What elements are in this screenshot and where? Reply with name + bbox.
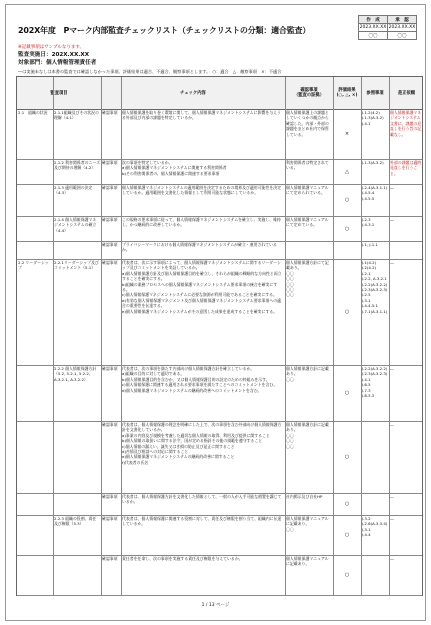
cell-evidence: 個人情報保護マニュアルにて定められている。 <box>286 185 329 196</box>
column-header: 評価結果 (○, △, ×) <box>336 88 358 98</box>
audit-department: 対象部門：個人情報管理責任者 <box>18 60 97 66</box>
evaluation-result: ○ <box>344 532 350 538</box>
cell-fix: ― <box>390 556 394 561</box>
cell-type: 確認事項 <box>102 242 118 247</box>
audit-date: 監査実施日：202X.XX.XX <box>18 52 90 58</box>
cell-evidence: 利害関係者は特定されている。 <box>286 160 329 171</box>
cell-ref: J.2.2(A.3.2.2) J.2.3(A.3.2.3) J.4.1 J.6.5 J.7.3 J.8.5.3 <box>362 366 388 399</box>
stamp-label-create: 作 成 <box>359 16 388 24</box>
cell-sub: 2.1.2 利害関係者のニーズ及び期待の理解（4.2） <box>54 160 100 171</box>
cell-sub <box>54 556 100 594</box>
cell-ref <box>362 556 389 594</box>
cell-sub: 2.2.2 個人情報保護方針（5.2, 5.2.1, 5.2.2, A.3.2.1, A.3.2.2） <box>54 366 97 382</box>
cell-content: 個人情報保護マネジメントシステムの適用範囲を決定するための境界及び適用可能性を決定しているか。適用範囲を文書化した情報として利用可能な状態にしているか。 <box>122 185 282 196</box>
stamp-date-create: 2023.XX.XX <box>359 25 387 30</box>
evaluation-result: △ <box>345 168 349 175</box>
evaluation-result: ○ <box>344 501 350 507</box>
cell-type: 確認事項 <box>102 556 118 561</box>
cell-content: 代表者は、次に示す事項によって、個人情報保護マネジメントシステムに関するリーダーシップ及びコミットメントを実証しているか。 a)個人情報保護方針及び個人情報保護目的を確立し、それらが組織の戦略的な方向性と両立することを確実にする。 b)組織の業務プロセスへの個人情報保護マネジメントシステム要求事項の統合を確実にする。 c)個人情報保護マネジメントシステムに必要な資源が利用可能であることを確実にする。 d)有効な個人情報保護マネジメント及び個人情報保護マネジメントシステム要求事項への適合の重要性を伝達する。 e)個人情報保護マネジメントシステムがその意図した成果を達成することを確実にする。 <box>122 260 282 314</box>
cell-type: 確認事項 <box>102 422 118 427</box>
cell-fix <box>390 242 423 258</box>
cell-sub: 2.2.3 組織の役割、責任及び権限（5.3） <box>54 516 97 527</box>
cell-item <box>18 366 52 420</box>
cell-sub: 2.1.3 適用範囲の決定（4.3） <box>54 185 93 196</box>
stamp-label-approve: 承 認 <box>388 16 417 24</box>
cell-content: 次の事項を特定しているか。 a)個人情報保護マネジメントシステムに関連する利害関係者 b)その利害関係者の、個人情報保護に関連する要求事項 <box>122 160 227 176</box>
cell-fix: 個人情報保護マネジメントシステム文書に、課題の見直しを行う旨の記載なし。 <box>390 110 422 137</box>
evaluation-result: × <box>344 131 350 137</box>
cell-fix: ― <box>390 217 394 222</box>
cell-type: 確認事項 <box>102 260 118 265</box>
cell-fix: 外部の課題は適時見直しを行うこと。 <box>390 160 422 176</box>
approval-stamp-box <box>358 15 417 40</box>
column-header: チェック内容 <box>180 90 206 96</box>
page-number: 1 / 13 ページ <box>201 603 230 608</box>
cell-item <box>18 217 52 240</box>
cell-item: 2.1 組織の状況 <box>18 110 48 115</box>
cell-type: 確認事項 <box>102 366 118 371</box>
cell-content: 個人情報保護を取り巻く環境に関して、個人情報保護マネジメントシステムに影響を与えうる外部及び内部の課題を特定しているか。 <box>122 110 281 121</box>
cell-ref <box>362 422 389 492</box>
cell-item <box>18 494 52 514</box>
stamp-name-approve: 〇〇 <box>388 32 417 40</box>
cell-evidence: 社内掲示及び自社HP <box>286 494 323 499</box>
cell-content: 代表者は、個人情報保護に関連する役割に対して、責任及び権限を割り当て、組織内に伝達しているか。 <box>122 516 282 527</box>
cell-type: 確認事項 <box>102 494 118 499</box>
cell-ref: J.2.3 J.4.3.1 <box>362 217 375 228</box>
cell-ref: J.1, J.1.1 <box>362 242 378 247</box>
column-header: 確認事項 （監査の証拠） <box>293 88 325 98</box>
evaluation-result: ○ <box>344 572 350 578</box>
cell-ref: J.1.3(A.3.2) <box>362 160 384 165</box>
cell-item <box>18 160 52 183</box>
cell-sub <box>54 422 100 492</box>
cell-fix: ― <box>390 516 394 521</box>
evaluation-result: ○ <box>344 225 350 232</box>
cell-item: 2.2 リーダーシップ <box>18 260 49 271</box>
cell-item <box>18 422 52 492</box>
column-header: 監査項目 <box>50 90 68 96</box>
document-title: 202X年度 Pマーク内部監査チェックリスト（チェックリストの分類：適合監査） <box>18 26 311 35</box>
cell-ref: J.3.2 J.2.6(A.3.3.4) J.3.1 J.4.4 <box>362 516 388 538</box>
cell-content: 代表者は、次の事項を満たす内部向け個人情報保護方針を確立しているか。 a)組織の目的に対して適切である。 b)個人情報保護目的を含むか、又は個人情報保護目的の設定のための枠組みを示す。 c)個人情報保護に関連する適用される要求事項を満たすことへのコミットメントを含む。 d)個人情報保護マネジメントシステムの継続的改善へのコミットメントを含む。 <box>122 366 278 393</box>
cell-fix: ― <box>390 494 394 499</box>
document-page <box>5 4 426 621</box>
cell-evidence: 個人情報保護方針に記載あり。 〇〇 <box>286 366 329 382</box>
cell-fix: ― <box>390 185 394 190</box>
cell-sub: 2.1.1組織及びその状況の理解（4.1） <box>54 110 99 121</box>
evaluation-legend: ―は実施未なしは本書の監査では確認しなかった事項。評価結果は適合、不適合、観察事項とします。 ○：適合 △：観察事項 ×：不適合 <box>18 69 282 74</box>
cell-item <box>18 242 52 258</box>
evaluation-result: ○ <box>344 197 350 203</box>
evaluation-result: ○ <box>344 390 350 396</box>
cell-evidence: 個人情報保護方針に記載あり。 〇〇 〇〇 〇〇 <box>286 422 329 449</box>
checklist-table <box>16 76 423 596</box>
cell-evidence: 個人情報保護マニュアルにて定めている。 <box>286 217 329 228</box>
cell-sub <box>54 242 100 258</box>
cell-evidence <box>286 242 332 258</box>
cell-item <box>18 185 52 215</box>
cell-content: この規格の要求事項に従って、個人情報保護マネジメントシステムを確立し、実施し、維持し、かつ継続的に改善しているか。 <box>122 217 281 228</box>
cell-evidence: 個人情報保護マニュアルに記載あり。 <box>286 556 329 567</box>
cell-fix: ― <box>390 422 394 427</box>
cell-content: プライバシーマークにおける個人情報保護マネジメントシステムが確立・運用されているか。 <box>122 242 277 253</box>
cell-fix: ― <box>390 366 394 371</box>
cell-evidence: 個人情報保護マニュアルに記載あり。 〇〇 <box>286 516 329 532</box>
cell-content: 責任者を任命し、次の事項を実施する責任及び権限を与えているか。 <box>122 556 243 561</box>
cell-evidence: 個人情報保護方針にて記載あり。 〇〇 〇〇 〇〇 〇〇 〇〇 <box>286 260 329 298</box>
cell-ref: J.1.2(4.2) J.1.3(A.3.2) J.4.1 <box>362 110 384 126</box>
evaluation-result: ○ <box>344 454 350 460</box>
sample-note: ※記載事項はサンプルなります。 <box>18 45 85 50</box>
stamp-name-create: 〇〇 <box>359 32 388 40</box>
column-header: 参照事項 <box>366 90 384 96</box>
cell-ref <box>362 494 389 514</box>
cell-type: 確認事項 <box>102 185 118 190</box>
cell-type: 確認事項 <box>102 160 118 165</box>
stamp-date-approve: 2023.XX.XX <box>388 25 416 30</box>
cell-sub: 2.1.4 個人情報保護マネジメントシステムの確立（4.4） <box>54 217 97 233</box>
cell-item <box>18 516 52 554</box>
cell-item <box>18 556 52 594</box>
cell-type: 確認事項 <box>102 516 118 521</box>
cell-ref: J.2.4(A.3.1.1) J.4.5.4 J.4.5.5 <box>362 185 388 201</box>
cell-content: 代表者は、個人情報保護方針を文書化した情報として、一般の人が入手可能な措置を講じているか。 <box>122 494 282 505</box>
cell-evidence: 個人情報保護上の課題としていくつかの観点から確認した。内部・外部の課題をまとめ社内で保管している。 <box>286 110 329 137</box>
cell-type: 確認事項 <box>102 217 118 222</box>
column-header: 是正依頼 <box>397 90 416 96</box>
cell-fix: ― <box>390 260 394 265</box>
cell-type: 確認事項 <box>102 110 118 115</box>
cell-sub: 2.2.1リーダーシップ及びコミットメント（5.1） <box>54 260 99 271</box>
evaluation-result: ○ <box>344 309 350 315</box>
cell-content: 代表者は、個人情報保護の理念を明確にした上で、次の事項を含む外部向け個人情報保護方針を文書化しているか。 a)事業の内容及び規模を考慮した適切な個人情報の取得、利用及び提供に関すること b)個人情報の取扱いに関する法令、国が定める指針その他の規範を遵守すること c)個人情報の漏えい、滅失又はき損の防止及び是正に関すること d)苦情及び相談への対応に関すること e)個人情報保護マネジメントシステムの継続的改善に関すること f)代表者の氏名 <box>122 422 282 465</box>
cell-ref: J.1(4.2) J.2(4.2) J.2.1 J.2.2, A.3.2.1 J.2.2(A.3.2.2) J.2.3(A.3.2.3) J.2.5 J.3.1 J.4.4.5.1 J.7.1(A.3.1.1) <box>362 260 388 314</box>
cell-sub <box>54 494 100 514</box>
